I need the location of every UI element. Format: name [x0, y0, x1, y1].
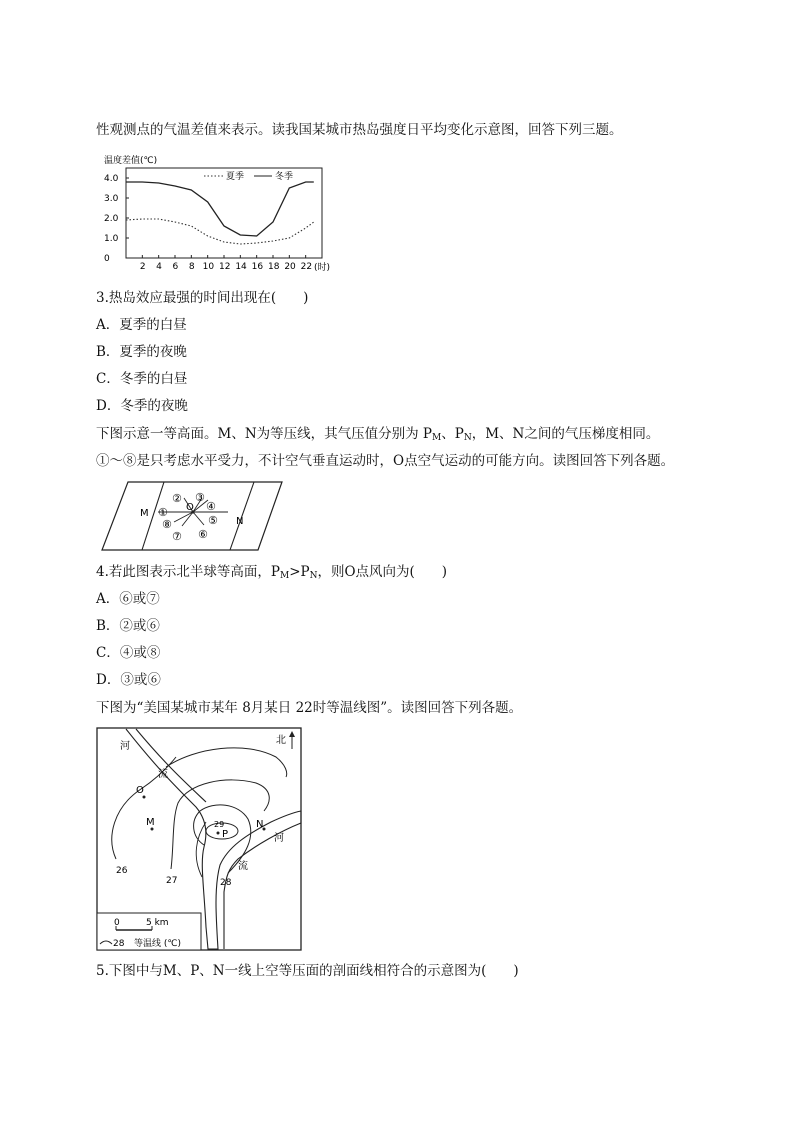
legend-text: 等温线 (℃)	[134, 939, 181, 949]
q4-option-d[interactable]: D．③或⑥	[96, 672, 161, 688]
river-char-4: 流	[238, 861, 248, 872]
chart-ylabel: 温度差值(℃)	[104, 156, 158, 166]
scale-km: 5 km	[146, 918, 169, 928]
q3-option-a[interactable]: A．夏季的白昼	[96, 317, 187, 333]
x-tick-label: 22	[300, 262, 313, 272]
q3-option-c[interactable]: C．冬季的白昼	[96, 371, 188, 387]
q4-option-b[interactable]: B．②或⑥	[96, 618, 160, 634]
label-n: N	[236, 516, 244, 527]
chart-xlabel: (时)	[314, 263, 331, 273]
iso-label-27: 27	[166, 876, 178, 886]
x-tick-label: 6	[172, 262, 179, 272]
x-tick-label: 14	[235, 262, 247, 272]
dir-4: ④	[206, 500, 216, 513]
point-o-label: O	[136, 785, 144, 796]
iso-label-28: 28	[220, 878, 232, 888]
y-tick-label: 3.0	[104, 194, 119, 204]
intro-line: 性观测点的气温差值来表示。读我国某城市热岛强度日平均变化示意图，回答下列三题。	[96, 122, 623, 138]
series-summer-line	[126, 219, 314, 244]
intro2-sub-m: M	[432, 433, 442, 443]
dir-5: ⑤	[208, 514, 218, 527]
x-tick-label: 18	[268, 262, 280, 272]
intro2-line2: ①～⑧是只考虑水平受力，不计空气垂直运动时，O点空气运动的可能方向。读图回答下列各题。	[96, 453, 675, 469]
river-char-2: 流	[158, 769, 168, 780]
intro2-text-a: 下图示意一等高面。M、N为等压线，其气压值分别为 P	[96, 426, 433, 442]
isotherm-svg	[96, 727, 302, 951]
chart-svg	[96, 152, 336, 276]
y-tick-label: 1.0	[104, 234, 119, 244]
x-tick-label: 16	[251, 262, 264, 272]
y-tick-label: 2.0	[104, 214, 119, 224]
point-m-label: M	[146, 817, 155, 828]
scale-zero: 0	[114, 918, 120, 928]
dir-7: ⑦	[172, 530, 182, 543]
intro2-sub-n: N	[463, 433, 472, 443]
q3-option-d[interactable]: D．冬季的夜晚	[96, 398, 188, 414]
y-tick-label: 4.0	[104, 174, 119, 184]
x-tick-label: 12	[219, 262, 231, 272]
q3-option-b[interactable]: B．夏季的夜晚	[96, 344, 187, 360]
iso-label-29: 29	[214, 820, 225, 829]
intro2-text-b: ，M、N之间的气压梯度相同。	[471, 426, 660, 442]
heat-island-chart	[96, 152, 336, 280]
dir-2: ②	[172, 492, 182, 505]
q4-text-a: 4.若此图表示北半球等高面，P	[96, 564, 280, 580]
x-tick-label: 2	[139, 262, 146, 272]
river-char-1: 河	[120, 741, 130, 752]
label-o: O	[186, 502, 194, 513]
plane-outline	[102, 482, 282, 550]
legend-winter: 冬季	[275, 172, 294, 182]
legend-summer: 夏季	[226, 172, 245, 182]
isobar-svg	[98, 480, 286, 554]
intro2-line1	[96, 425, 659, 447]
iso-label-26: 26	[116, 866, 128, 876]
north-label: 北	[276, 735, 286, 746]
x-tick-label: 10	[202, 262, 215, 272]
dir-6: ⑥	[198, 528, 208, 541]
q4-option-c[interactable]: C．④或⑧	[96, 645, 161, 661]
x-tick-label: 20	[284, 262, 296, 272]
chart-legend	[204, 170, 293, 182]
q4-sub-m: M	[279, 571, 290, 581]
q4-stem	[96, 563, 447, 585]
dir-1: ①	[158, 506, 168, 519]
river-char-3: 河	[274, 833, 284, 844]
label-m: M	[140, 508, 149, 519]
intro3: 下图为“美国某城市某年 8月某日 22时等温线图”。读图回答下列各题。	[96, 700, 523, 716]
y-tick-label: 0	[104, 254, 110, 264]
dir-3: ③	[195, 491, 205, 504]
x-tick-label: 8	[188, 262, 195, 272]
legend-value: 28	[113, 939, 125, 949]
q4-text-gt: >P	[289, 564, 310, 580]
x-tick-label: 4	[156, 262, 162, 272]
q3-stem: 3.热岛效应最强的时间出现在( )	[96, 290, 309, 306]
series-winter-line	[126, 182, 314, 236]
q4-sub-n: N	[309, 571, 318, 581]
q4-option-a[interactable]: A．⑥或⑦	[96, 591, 160, 607]
q5-stem: 5.下图中与M、P、N一线上空等压面的剖面线相符合的示意图为( )	[96, 963, 519, 979]
intro2-text-mid: 、P	[441, 426, 464, 442]
point-n-label: N	[256, 819, 264, 830]
q4-text-b: ，则O点风向为( )	[317, 564, 448, 580]
point-p-label: P	[222, 829, 229, 840]
isobar-figure	[98, 480, 286, 558]
isotherm-map	[96, 727, 302, 955]
dir-8: ⑧	[162, 518, 172, 531]
